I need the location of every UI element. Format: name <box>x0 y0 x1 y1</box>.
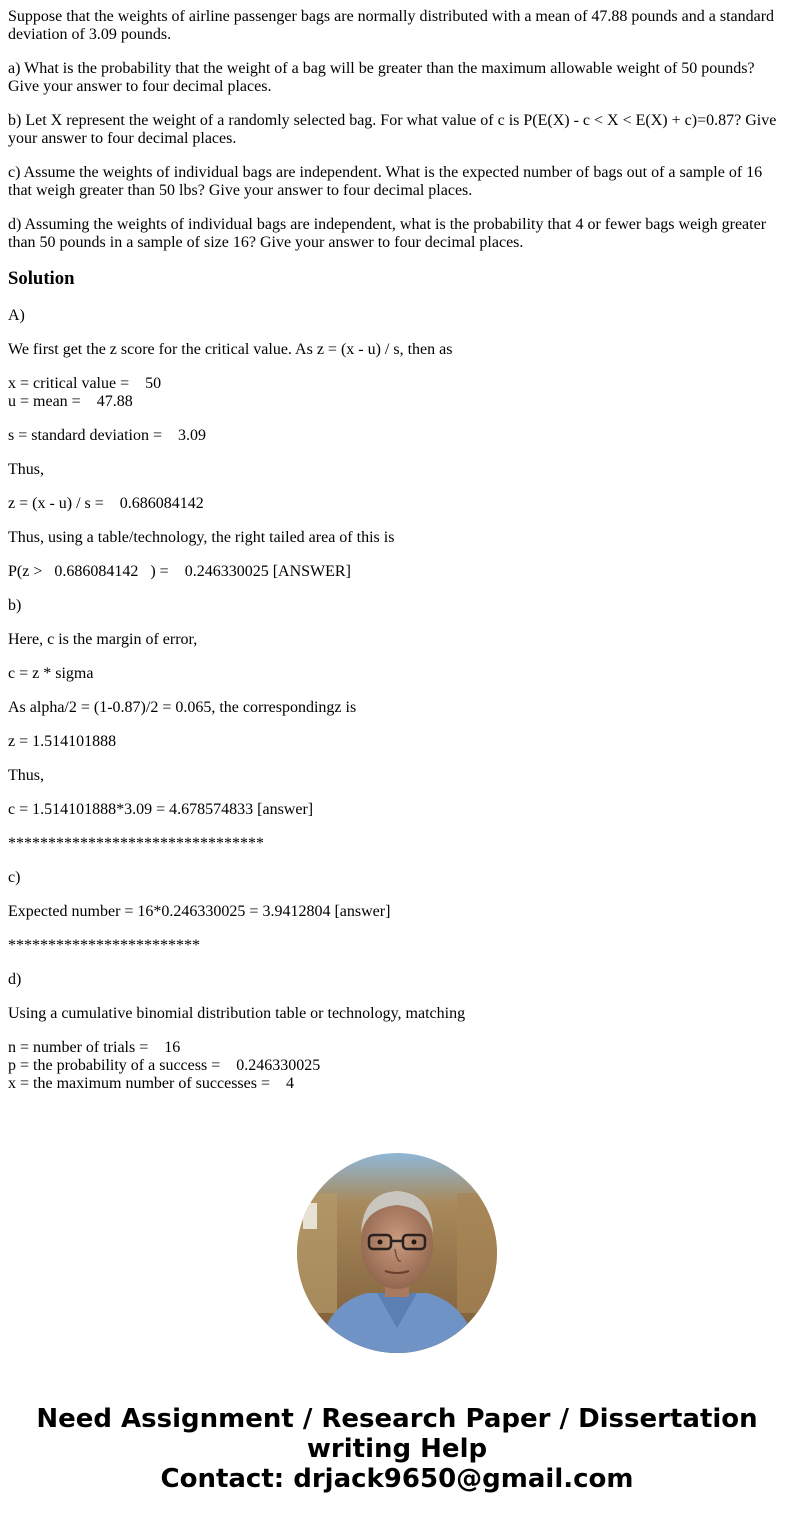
part-d-x: x = the maximum number of successes = 4 <box>8 1075 294 1092</box>
part-d-p: p = the probability of a success = 0.246330025 <box>8 1057 321 1074</box>
part-a-thus: Thus, <box>8 461 44 478</box>
separator-1: ******************************** <box>8 835 264 852</box>
part-a-s: s = standard deviation = 3.09 <box>8 427 207 444</box>
part-c-label: c) <box>8 869 21 886</box>
avatar <box>297 1153 497 1353</box>
question-d: d) Assuming the weights of individual bags are independent, what is the probability that 4 or fewer bags weigh greater than 50 pounds in a sample of size 16? Give your answer to four decimal places. <box>8 216 771 251</box>
solution-heading: Solution <box>8 268 75 289</box>
part-c-line-1: Expected number = 16*0.246330025 = 3.9412804 [answer] <box>8 903 391 920</box>
part-d-line-1: Using a cumulative binomial distribution table or technology, matching <box>8 1005 466 1022</box>
banner-line-1: Need Assignment / Research Paper / Dissertation <box>36 1404 758 1434</box>
part-d-label: d) <box>8 971 22 988</box>
question-b: b) Let X represent the weight of a randomly selected bag. For what value of c is P(E(X) - c < X < E(X) + c)=0.87? Give your answer to four decimal places. <box>8 112 781 147</box>
separator-2: ************************ <box>8 937 200 954</box>
avatar-portrait-icon <box>297 1153 497 1353</box>
contact-banner <box>0 1404 794 1494</box>
question-a: a) What is the probability that the weight of a bag will be greater than the maximum allowable weight of 50 pounds? Give your answer to four decimal places. <box>8 60 759 95</box>
banner-contact-email: Contact: drjack9650@gmail.com <box>160 1464 634 1494</box>
part-a-thus-table: Thus, using a table/technology, the right tailed area of this is <box>8 529 395 546</box>
part-b-line-6: c = 1.514101888*3.09 = 4.678574833 [answer] <box>8 801 314 818</box>
question-intro: Suppose that the weights of airline passenger bags are normally distributed with a mean of 47.88 pounds and a standard deviation of 3.09 pounds. <box>8 8 779 43</box>
part-a-intro: We first get the z score for the critical value. As z = (x - u) / s, then as <box>8 341 453 358</box>
part-d-n: n = number of trials = 16 <box>8 1039 181 1056</box>
part-a-z: z = (x - u) / s = 0.686084142 <box>8 495 204 512</box>
part-a-x: x = critical value = 50 <box>8 375 162 392</box>
part-b-line-1: Here, c is the margin of error, <box>8 631 198 648</box>
banner-line-2: writing Help <box>306 1434 488 1464</box>
part-b-line-2: c = z * sigma <box>8 665 94 682</box>
part-b-line-5: Thus, <box>8 767 44 784</box>
document-body <box>8 8 786 1093</box>
question-c: c) Assume the weights of individual bags are independent. What is the expected number of bags out of a sample of 16 that weigh greater than 50 lbs? Give your answer to four decimal places. <box>8 164 767 199</box>
part-a-u: u = mean = 47.88 <box>8 393 133 410</box>
part-b-line-3: As alpha/2 = (1-0.87)/2 = 0.065, the correspondingz is <box>8 699 357 716</box>
part-a-label: A) <box>8 307 25 324</box>
part-a-result: P(z > 0.686084142 ) = 0.246330025 [ANSWER] <box>8 563 351 580</box>
part-b-line-4: z = 1.514101888 <box>8 733 117 750</box>
part-b-label: b) <box>8 597 22 614</box>
